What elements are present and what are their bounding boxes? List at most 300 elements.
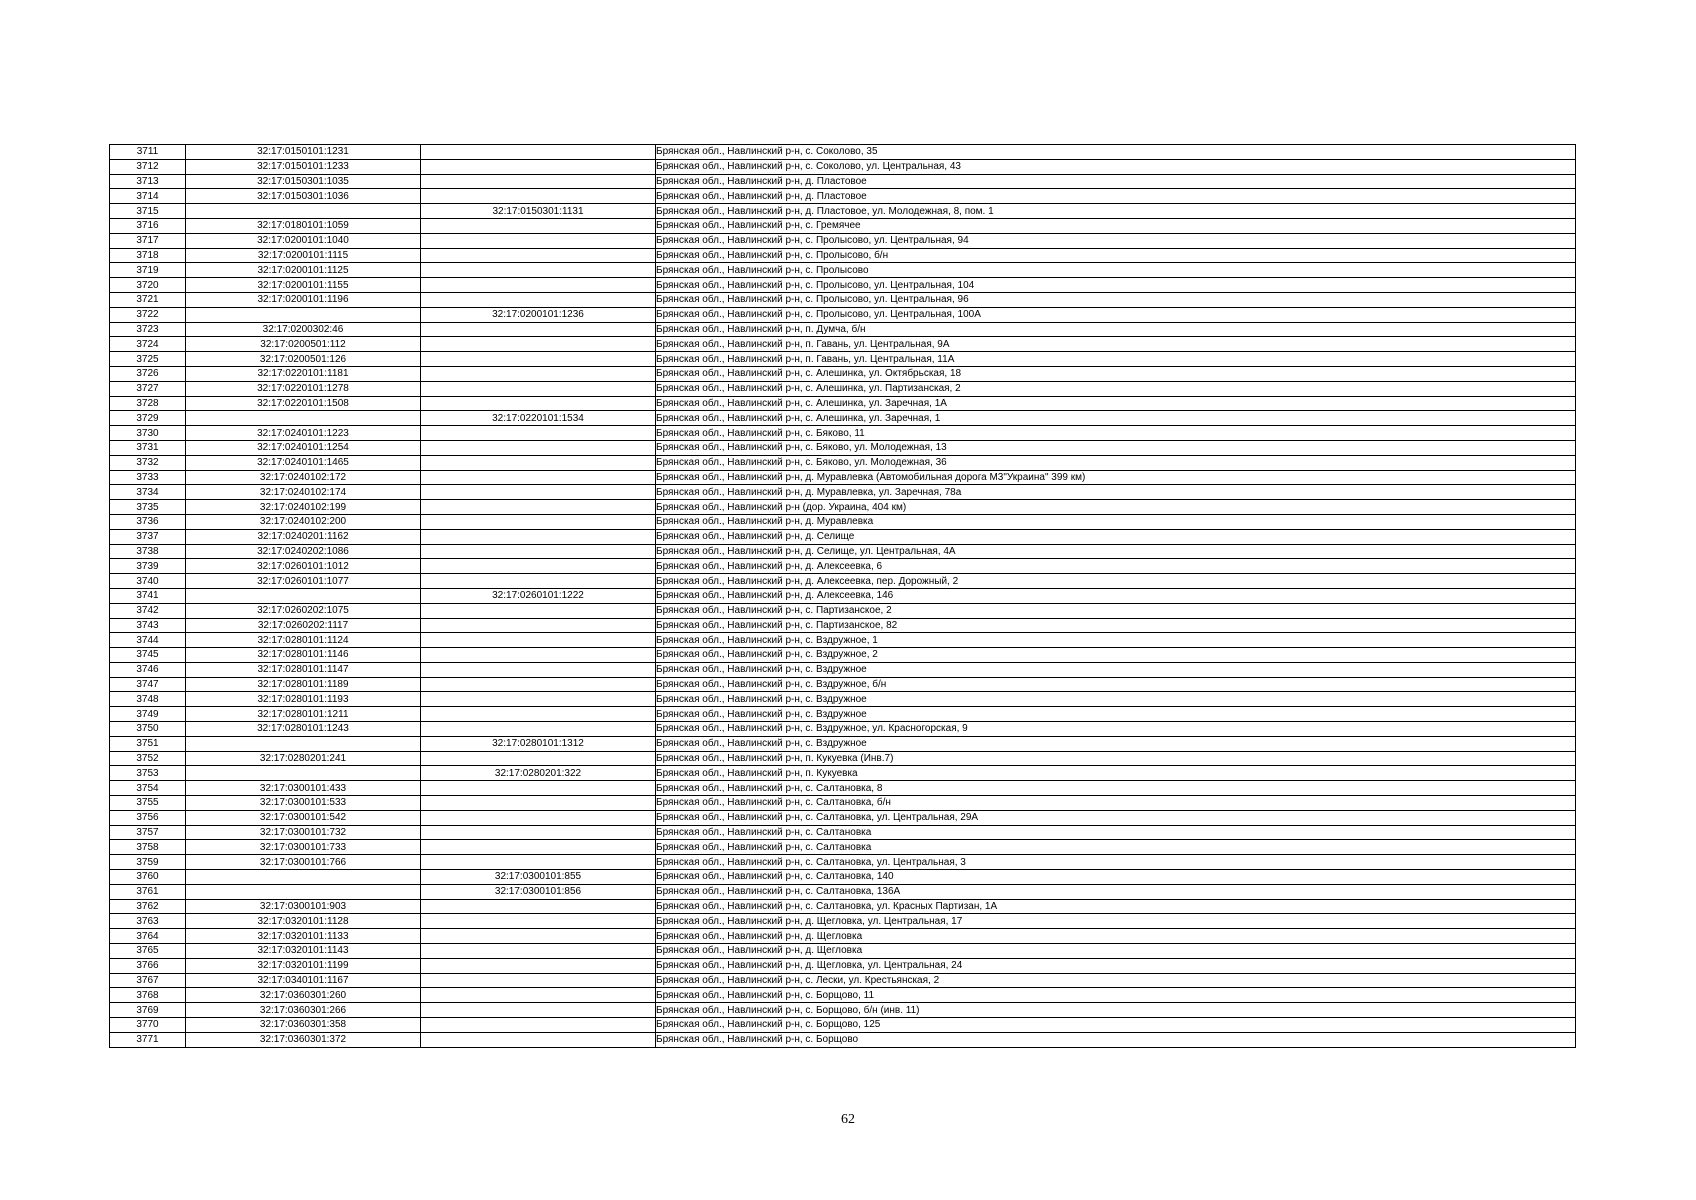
address-cell: Брянская обл., Навлинский р-н, д. Щегловка, ул. Центральная, 24 xyxy=(656,958,1576,973)
row-number-cell: 3768 xyxy=(110,988,186,1003)
row-number-cell: 3763 xyxy=(110,914,186,929)
address-cell: Брянская обл., Навлинский р-н, с. Бяково, ул. Молодежная, 13 xyxy=(656,440,1576,455)
address-cell: Брянская обл., Навлинский р-н, с. Салтановка, 8 xyxy=(656,781,1576,796)
row-number-cell: 3729 xyxy=(110,411,186,426)
table-row xyxy=(110,574,1576,589)
table-row xyxy=(110,278,1576,293)
row-number-cell: 3713 xyxy=(110,174,186,189)
row-number-cell: 3714 xyxy=(110,189,186,204)
table-row xyxy=(110,707,1576,722)
row-number-cell: 3731 xyxy=(110,440,186,455)
cadastral-number-cell: 32:17:0240101:1254 xyxy=(186,440,421,455)
cadastral-number-alt-cell xyxy=(421,218,656,233)
table-row xyxy=(110,485,1576,500)
row-number-cell: 3718 xyxy=(110,248,186,263)
row-number-cell: 3758 xyxy=(110,840,186,855)
address-cell: Брянская обл., Навлинский р-н, с. Вздружное, б/н xyxy=(656,677,1576,692)
cadastral-number-alt-cell xyxy=(421,440,656,455)
address-cell: Брянская обл., Навлинский р-н, д. Пластовое xyxy=(656,189,1576,204)
address-cell: Брянская обл., Навлинский р-н, с. Соколово, ул. Центральная, 43 xyxy=(656,159,1576,174)
cadastral-number-cell: 32:17:0200501:112 xyxy=(186,337,421,352)
cadastral-number-alt-cell xyxy=(421,263,656,278)
table-row xyxy=(110,722,1576,737)
table-row xyxy=(110,559,1576,574)
cadastral-number-cell: 32:17:0200101:1040 xyxy=(186,233,421,248)
address-cell: Брянская обл., Навлинский р-н, д. Алексеевка, 6 xyxy=(656,559,1576,574)
cadastral-number-alt-cell xyxy=(421,603,656,618)
cadastral-number-alt-cell xyxy=(421,292,656,307)
cadastral-number-cell: 32:17:0280101:1211 xyxy=(186,707,421,722)
cadastral-number-alt-cell xyxy=(421,633,656,648)
address-cell: Брянская обл., Навлинский р-н, п. Думча, б/н xyxy=(656,322,1576,337)
address-cell: Брянская обл., Навлинский р-н, с. Салтановка, 136А xyxy=(656,884,1576,899)
table-row xyxy=(110,189,1576,204)
table-row xyxy=(110,899,1576,914)
row-number-cell: 3736 xyxy=(110,514,186,529)
registry-table-body xyxy=(110,145,1576,1048)
row-number-cell: 3771 xyxy=(110,1032,186,1047)
row-number-cell: 3711 xyxy=(110,145,186,160)
row-number-cell: 3717 xyxy=(110,233,186,248)
table-row xyxy=(110,352,1576,367)
table-row xyxy=(110,751,1576,766)
row-number-cell: 3740 xyxy=(110,574,186,589)
address-cell: Брянская обл., Навлинский р-н (дор. Украина, 404 км) xyxy=(656,500,1576,515)
table-row xyxy=(110,248,1576,263)
row-number-cell: 3716 xyxy=(110,218,186,233)
cadastral-number-cell: 32:17:0300101:542 xyxy=(186,810,421,825)
cadastral-number-alt-cell: 32:17:0280101:1312 xyxy=(421,736,656,751)
address-cell: Брянская обл., Навлинский р-н, с. Салтановка xyxy=(656,840,1576,855)
table-row xyxy=(110,796,1576,811)
address-cell: Брянская обл., Навлинский р-н, с. Вздружное, 2 xyxy=(656,648,1576,663)
cadastral-number-cell: 32:17:0200101:1115 xyxy=(186,248,421,263)
address-cell: Брянская обл., Навлинский р-н, д. Муравлевка, ул. Заречная, 78а xyxy=(656,485,1576,500)
cadastral-number-alt-cell xyxy=(421,929,656,944)
table-row xyxy=(110,322,1576,337)
table-row xyxy=(110,603,1576,618)
row-number-cell: 3759 xyxy=(110,855,186,870)
row-number-cell: 3732 xyxy=(110,455,186,470)
row-number-cell: 3757 xyxy=(110,825,186,840)
table-row xyxy=(110,204,1576,219)
cadastral-number-cell: 32:17:0300101:766 xyxy=(186,855,421,870)
cadastral-number-cell: 32:17:0280101:1147 xyxy=(186,662,421,677)
cadastral-number-alt-cell xyxy=(421,529,656,544)
page-number: 62 xyxy=(841,1112,855,1127)
cadastral-number-cell xyxy=(186,204,421,219)
row-number-cell: 3733 xyxy=(110,470,186,485)
row-number-cell: 3743 xyxy=(110,618,186,633)
cadastral-number-alt-cell xyxy=(421,855,656,870)
cadastral-number-alt-cell xyxy=(421,381,656,396)
row-number-cell: 3751 xyxy=(110,736,186,751)
cadastral-number-cell: 32:17:0200101:1196 xyxy=(186,292,421,307)
table-row xyxy=(110,514,1576,529)
address-cell: Брянская обл., Навлинский р-н, с. Борщово, б/н (инв. 11) xyxy=(656,1003,1576,1018)
table-row xyxy=(110,1032,1576,1047)
cadastral-number-cell xyxy=(186,870,421,885)
cadastral-number-alt-cell xyxy=(421,455,656,470)
address-cell: Брянская обл., Навлинский р-н, с. Салтановка, ул. Центральная, 29А xyxy=(656,810,1576,825)
address-cell: Брянская обл., Навлинский р-н, с. Партизанское, 82 xyxy=(656,618,1576,633)
table-row xyxy=(110,145,1576,160)
address-cell: Брянская обл., Навлинский р-н, д. Пластовое xyxy=(656,174,1576,189)
row-number-cell: 3749 xyxy=(110,707,186,722)
address-cell: Брянская обл., Навлинский р-н, с. Бяково, ул. Молодежная, 36 xyxy=(656,455,1576,470)
address-cell: Брянская обл., Навлинский р-н, с. Пролысово, б/н xyxy=(656,248,1576,263)
address-cell: Брянская обл., Навлинский р-н, с. Гремячее xyxy=(656,218,1576,233)
address-cell: Брянская обл., Навлинский р-н, д. Пластовое, ул. Молодежная, 8, пом. 1 xyxy=(656,204,1576,219)
row-number-cell: 3755 xyxy=(110,796,186,811)
row-number-cell: 3735 xyxy=(110,500,186,515)
cadastral-number-alt-cell xyxy=(421,352,656,367)
address-cell: Брянская обл., Навлинский р-н, п. Кукуевка (Инв.7) xyxy=(656,751,1576,766)
cadastral-number-cell: 32:17:0200501:126 xyxy=(186,352,421,367)
cadastral-number-cell: 32:17:0260202:1117 xyxy=(186,618,421,633)
cadastral-number-cell: 32:17:0150301:1035 xyxy=(186,174,421,189)
cadastral-number-alt-cell xyxy=(421,485,656,500)
cadastral-number-cell: 32:17:0200101:1125 xyxy=(186,263,421,278)
address-cell: Брянская обл., Навлинский р-н, с. Вздружное, 1 xyxy=(656,633,1576,648)
cadastral-number-cell xyxy=(186,307,421,322)
cadastral-number-cell: 32:17:0300101:732 xyxy=(186,825,421,840)
cadastral-number-cell: 32:17:0260101:1077 xyxy=(186,574,421,589)
table-row xyxy=(110,292,1576,307)
table-row xyxy=(110,233,1576,248)
row-number-cell: 3746 xyxy=(110,662,186,677)
address-cell: Брянская обл., Навлинский р-н, с. Салтановка, 140 xyxy=(656,870,1576,885)
table-row xyxy=(110,263,1576,278)
table-row xyxy=(110,455,1576,470)
address-cell: Брянская обл., Навлинский р-н, с. Салтановка, ул. Красных Партизан, 1А xyxy=(656,899,1576,914)
address-cell: Брянская обл., Навлинский р-н, с. Соколово, 35 xyxy=(656,145,1576,160)
address-cell: Брянская обл., Навлинский р-н, д. Муравлевка (Автомобильная дорога М3"Украина" 399 км) xyxy=(656,470,1576,485)
table-row xyxy=(110,307,1576,322)
cadastral-number-alt-cell xyxy=(421,366,656,381)
table-row xyxy=(110,825,1576,840)
cadastral-number-cell: 32:17:0200101:1155 xyxy=(186,278,421,293)
table-row xyxy=(110,411,1576,426)
table-row xyxy=(110,648,1576,663)
cadastral-number-cell xyxy=(186,766,421,781)
cadastral-number-alt-cell: 32:17:0300101:855 xyxy=(421,870,656,885)
table-row xyxy=(110,914,1576,929)
table-row xyxy=(110,440,1576,455)
row-number-cell: 3725 xyxy=(110,352,186,367)
row-number-cell: 3744 xyxy=(110,633,186,648)
row-number-cell: 3747 xyxy=(110,677,186,692)
cadastral-number-alt-cell xyxy=(421,958,656,973)
document-sheet xyxy=(109,144,1575,1048)
row-number-cell: 3762 xyxy=(110,899,186,914)
cadastral-number-cell: 32:17:0240102:174 xyxy=(186,485,421,500)
address-cell: Брянская обл., Навлинский р-н, с. Пролысово xyxy=(656,263,1576,278)
cadastral-number-cell: 32:17:0240102:172 xyxy=(186,470,421,485)
cadastral-number-cell: 32:17:0240102:200 xyxy=(186,514,421,529)
row-number-cell: 3754 xyxy=(110,781,186,796)
table-row xyxy=(110,958,1576,973)
cadastral-number-alt-cell: 32:17:0300101:856 xyxy=(421,884,656,899)
address-cell: Брянская обл., Навлинский р-н, с. Вздружное, ул. Красногорская, 9 xyxy=(656,722,1576,737)
cadastral-number-alt-cell xyxy=(421,751,656,766)
address-cell: Брянская обл., Навлинский р-н, с. Бяково, 11 xyxy=(656,426,1576,441)
address-cell: Брянская обл., Навлинский р-н, с. Пролысово, ул. Центральная, 94 xyxy=(656,233,1576,248)
table-row xyxy=(110,396,1576,411)
table-row xyxy=(110,766,1576,781)
cadastral-number-cell: 32:17:0360301:260 xyxy=(186,988,421,1003)
row-number-cell: 3770 xyxy=(110,1018,186,1033)
cadastral-number-alt-cell xyxy=(421,677,656,692)
table-row xyxy=(110,810,1576,825)
row-number-cell: 3726 xyxy=(110,366,186,381)
cadastral-number-cell: 32:17:0260101:1012 xyxy=(186,559,421,574)
table-row xyxy=(110,500,1576,515)
cadastral-number-cell: 32:17:0240202:1086 xyxy=(186,544,421,559)
cadastral-number-cell: 32:17:0240201:1162 xyxy=(186,529,421,544)
row-number-cell: 3722 xyxy=(110,307,186,322)
address-cell: Брянская обл., Навлинский р-н, с. Борщово xyxy=(656,1032,1576,1047)
cadastral-number-alt-cell: 32:17:0150301:1131 xyxy=(421,204,656,219)
row-number-cell: 3715 xyxy=(110,204,186,219)
cadastral-number-alt-cell xyxy=(421,722,656,737)
cadastral-number-cell: 32:17:0280101:1243 xyxy=(186,722,421,737)
cadastral-number-alt-cell xyxy=(421,944,656,959)
cadastral-number-alt-cell: 32:17:0220101:1534 xyxy=(421,411,656,426)
cadastral-number-cell: 32:17:0320101:1199 xyxy=(186,958,421,973)
row-number-cell: 3750 xyxy=(110,722,186,737)
address-cell: Брянская обл., Навлинский р-н, с. Салтановка, ул. Центральная, 3 xyxy=(656,855,1576,870)
cadastral-number-cell: 32:17:0360301:358 xyxy=(186,1018,421,1033)
cadastral-number-alt-cell xyxy=(421,189,656,204)
cadastral-number-cell: 32:17:0240102:199 xyxy=(186,500,421,515)
row-number-cell: 3728 xyxy=(110,396,186,411)
cadastral-number-alt-cell xyxy=(421,899,656,914)
cadastral-number-cell: 32:17:0280101:1189 xyxy=(186,677,421,692)
cadastral-number-cell: 32:17:0320101:1133 xyxy=(186,929,421,944)
table-row xyxy=(110,662,1576,677)
cadastral-number-alt-cell xyxy=(421,426,656,441)
cadastral-number-alt-cell xyxy=(421,574,656,589)
address-cell: Брянская обл., Навлинский р-н, с. Борщово, 125 xyxy=(656,1018,1576,1033)
row-number-cell: 3764 xyxy=(110,929,186,944)
cadastral-number-cell: 32:17:0260202:1075 xyxy=(186,603,421,618)
table-row xyxy=(110,884,1576,899)
cadastral-number-alt-cell xyxy=(421,174,656,189)
row-number-cell: 3745 xyxy=(110,648,186,663)
address-cell: Брянская обл., Навлинский р-н, п. Гавань, ул. Центральная, 9А xyxy=(656,337,1576,352)
cadastral-number-cell: 32:17:0300101:903 xyxy=(186,899,421,914)
cadastral-number-alt-cell xyxy=(421,840,656,855)
table-row xyxy=(110,174,1576,189)
table-row xyxy=(110,159,1576,174)
cadastral-number-alt-cell xyxy=(421,396,656,411)
address-cell: Брянская обл., Навлинский р-н, с. Пролысово, ул. Центральная, 100А xyxy=(656,307,1576,322)
table-row xyxy=(110,633,1576,648)
row-number-cell: 3712 xyxy=(110,159,186,174)
cadastral-number-alt-cell xyxy=(421,825,656,840)
cadastral-number-cell: 32:17:0280101:1146 xyxy=(186,648,421,663)
row-number-cell: 3765 xyxy=(110,944,186,959)
address-cell: Брянская обл., Навлинский р-н, с. Вздружное xyxy=(656,736,1576,751)
row-number-cell: 3730 xyxy=(110,426,186,441)
row-number-cell: 3769 xyxy=(110,1003,186,1018)
cadastral-number-alt-cell xyxy=(421,544,656,559)
address-cell: Брянская обл., Навлинский р-н, д. Щегловка xyxy=(656,944,1576,959)
cadastral-number-cell: 32:17:0180101:1059 xyxy=(186,218,421,233)
cadastral-number-cell: 32:17:0360301:266 xyxy=(186,1003,421,1018)
cadastral-number-cell: 32:17:0280201:241 xyxy=(186,751,421,766)
row-number-cell: 3767 xyxy=(110,973,186,988)
cadastral-number-alt-cell xyxy=(421,500,656,515)
row-number-cell: 3738 xyxy=(110,544,186,559)
cadastral-number-alt-cell xyxy=(421,988,656,1003)
table-row xyxy=(110,929,1576,944)
cadastral-number-alt-cell: 32:17:0280201:322 xyxy=(421,766,656,781)
cadastral-number-cell: 32:17:0150301:1036 xyxy=(186,189,421,204)
table-row xyxy=(110,588,1576,603)
cadastral-number-cell: 32:17:0240101:1465 xyxy=(186,455,421,470)
table-row xyxy=(110,618,1576,633)
cadastral-number-alt-cell xyxy=(421,248,656,263)
cadastral-number-cell: 32:17:0220101:1278 xyxy=(186,381,421,396)
row-number-cell: 3727 xyxy=(110,381,186,396)
address-cell: Брянская обл., Навлинский р-н, с. Алешинка, ул. Заречная, 1 xyxy=(656,411,1576,426)
cadastral-number-cell: 32:17:0320101:1143 xyxy=(186,944,421,959)
table-row xyxy=(110,470,1576,485)
table-row xyxy=(110,973,1576,988)
row-number-cell: 3737 xyxy=(110,529,186,544)
table-row xyxy=(110,781,1576,796)
cadastral-number-alt-cell xyxy=(421,796,656,811)
cadastral-number-cell: 32:17:0200302:46 xyxy=(186,322,421,337)
cadastral-number-alt-cell xyxy=(421,159,656,174)
address-cell: Брянская обл., Навлинский р-н, д. Селище, ул. Центральная, 4А xyxy=(656,544,1576,559)
cadastral-number-alt-cell xyxy=(421,145,656,160)
cadastral-number-cell xyxy=(186,736,421,751)
address-cell: Брянская обл., Навлинский р-н, с. Борщово, 11 xyxy=(656,988,1576,1003)
table-row xyxy=(110,677,1576,692)
table-row xyxy=(110,944,1576,959)
cadastral-number-cell: 32:17:0340101:1167 xyxy=(186,973,421,988)
address-cell: Брянская обл., Навлинский р-н, д. Муравлевка xyxy=(656,514,1576,529)
cadastral-number-alt-cell: 32:17:0260101:1222 xyxy=(421,588,656,603)
cadastral-number-cell: 32:17:0220101:1508 xyxy=(186,396,421,411)
cadastral-number-alt-cell xyxy=(421,781,656,796)
cadastral-number-alt-cell xyxy=(421,810,656,825)
address-cell: Брянская обл., Навлинский р-н, д. Селище xyxy=(656,529,1576,544)
table-row xyxy=(110,529,1576,544)
registry-table xyxy=(109,144,1576,1048)
cadastral-number-cell: 32:17:0360301:372 xyxy=(186,1032,421,1047)
cadastral-number-cell: 32:17:0300101:533 xyxy=(186,796,421,811)
cadastral-number-cell xyxy=(186,588,421,603)
cadastral-number-alt-cell xyxy=(421,337,656,352)
cadastral-number-alt-cell xyxy=(421,692,656,707)
cadastral-number-alt-cell xyxy=(421,322,656,337)
cadastral-number-cell xyxy=(186,884,421,899)
address-cell: Брянская обл., Навлинский р-н, д. Щегловка xyxy=(656,929,1576,944)
cadastral-number-cell: 32:17:0150101:1233 xyxy=(186,159,421,174)
row-number-cell: 3753 xyxy=(110,766,186,781)
row-number-cell: 3720 xyxy=(110,278,186,293)
address-cell: Брянская обл., Навлинский р-н, с. Вздружное xyxy=(656,707,1576,722)
table-row xyxy=(110,381,1576,396)
cadastral-number-alt-cell xyxy=(421,233,656,248)
cadastral-number-alt-cell xyxy=(421,514,656,529)
address-cell: Брянская обл., Навлинский р-н, с. Вздружное xyxy=(656,692,1576,707)
address-cell: Брянская обл., Навлинский р-н, п. Гавань, ул. Центральная, 11А xyxy=(656,352,1576,367)
cadastral-number-alt-cell xyxy=(421,973,656,988)
address-cell: Брянская обл., Навлинский р-н, с. Алешинка, ул. Октябрьская, 18 xyxy=(656,366,1576,381)
cadastral-number-alt-cell xyxy=(421,1018,656,1033)
address-cell: Брянская обл., Навлинский р-н, с. Пролысово, ул. Центральная, 104 xyxy=(656,278,1576,293)
row-number-cell: 3748 xyxy=(110,692,186,707)
row-number-cell: 3719 xyxy=(110,263,186,278)
row-number-cell: 3752 xyxy=(110,751,186,766)
cadastral-number-alt-cell xyxy=(421,914,656,929)
cadastral-number-alt-cell xyxy=(421,559,656,574)
cadastral-number-alt-cell xyxy=(421,278,656,293)
table-row xyxy=(110,855,1576,870)
address-cell: Брянская обл., Навлинский р-н, с. Алешинка, ул. Партизанская, 2 xyxy=(656,381,1576,396)
row-number-cell: 3741 xyxy=(110,588,186,603)
cadastral-number-cell: 32:17:0280101:1124 xyxy=(186,633,421,648)
table-row xyxy=(110,366,1576,381)
cadastral-number-alt-cell xyxy=(421,618,656,633)
row-number-cell: 3742 xyxy=(110,603,186,618)
cadastral-number-cell: 32:17:0300101:733 xyxy=(186,840,421,855)
address-cell: Брянская обл., Навлинский р-н, с. Пролысово, ул. Центральная, 96 xyxy=(656,292,1576,307)
row-number-cell: 3721 xyxy=(110,292,186,307)
address-cell: Брянская обл., Навлинский р-н, д. Щегловка, ул. Центральная, 17 xyxy=(656,914,1576,929)
row-number-cell: 3761 xyxy=(110,884,186,899)
cadastral-number-alt-cell xyxy=(421,470,656,485)
cadastral-number-alt-cell xyxy=(421,707,656,722)
row-number-cell: 3766 xyxy=(110,958,186,973)
cadastral-number-cell xyxy=(186,411,421,426)
table-row xyxy=(110,218,1576,233)
table-row xyxy=(110,692,1576,707)
address-cell: Брянская обл., Навлинский р-н, с. Партизанское, 2 xyxy=(656,603,1576,618)
table-row xyxy=(110,988,1576,1003)
address-cell: Брянская обл., Навлинский р-н, с. Салтановка, б/н xyxy=(656,796,1576,811)
cadastral-number-cell: 32:17:0300101:433 xyxy=(186,781,421,796)
cadastral-number-cell: 32:17:0150101:1231 xyxy=(186,145,421,160)
address-cell: Брянская обл., Навлинский р-н, с. Лески, ул. Крестьянская, 2 xyxy=(656,973,1576,988)
cadastral-number-cell: 32:17:0280101:1193 xyxy=(186,692,421,707)
cadastral-number-cell: 32:17:0320101:1128 xyxy=(186,914,421,929)
row-number-cell: 3760 xyxy=(110,870,186,885)
address-cell: Брянская обл., Навлинский р-н, п. Кукуевка xyxy=(656,766,1576,781)
cadastral-number-cell: 32:17:0220101:1181 xyxy=(186,366,421,381)
address-cell: Брянская обл., Навлинский р-н, с. Салтановка xyxy=(656,825,1576,840)
row-number-cell: 3734 xyxy=(110,485,186,500)
row-number-cell: 3723 xyxy=(110,322,186,337)
table-row xyxy=(110,1018,1576,1033)
row-number-cell: 3739 xyxy=(110,559,186,574)
address-cell: Брянская обл., Навлинский р-н, д. Алексеевка, пер. Дорожный, 2 xyxy=(656,574,1576,589)
address-cell: Брянская обл., Навлинский р-н, с. Вздружное xyxy=(656,662,1576,677)
row-number-cell: 3724 xyxy=(110,337,186,352)
table-row xyxy=(110,337,1576,352)
cadastral-number-alt-cell xyxy=(421,1032,656,1047)
cadastral-number-alt-cell xyxy=(421,648,656,663)
row-number-cell: 3756 xyxy=(110,810,186,825)
cadastral-number-alt-cell: 32:17:0200101:1236 xyxy=(421,307,656,322)
cadastral-number-alt-cell xyxy=(421,662,656,677)
cadastral-number-cell: 32:17:0240101:1223 xyxy=(186,426,421,441)
